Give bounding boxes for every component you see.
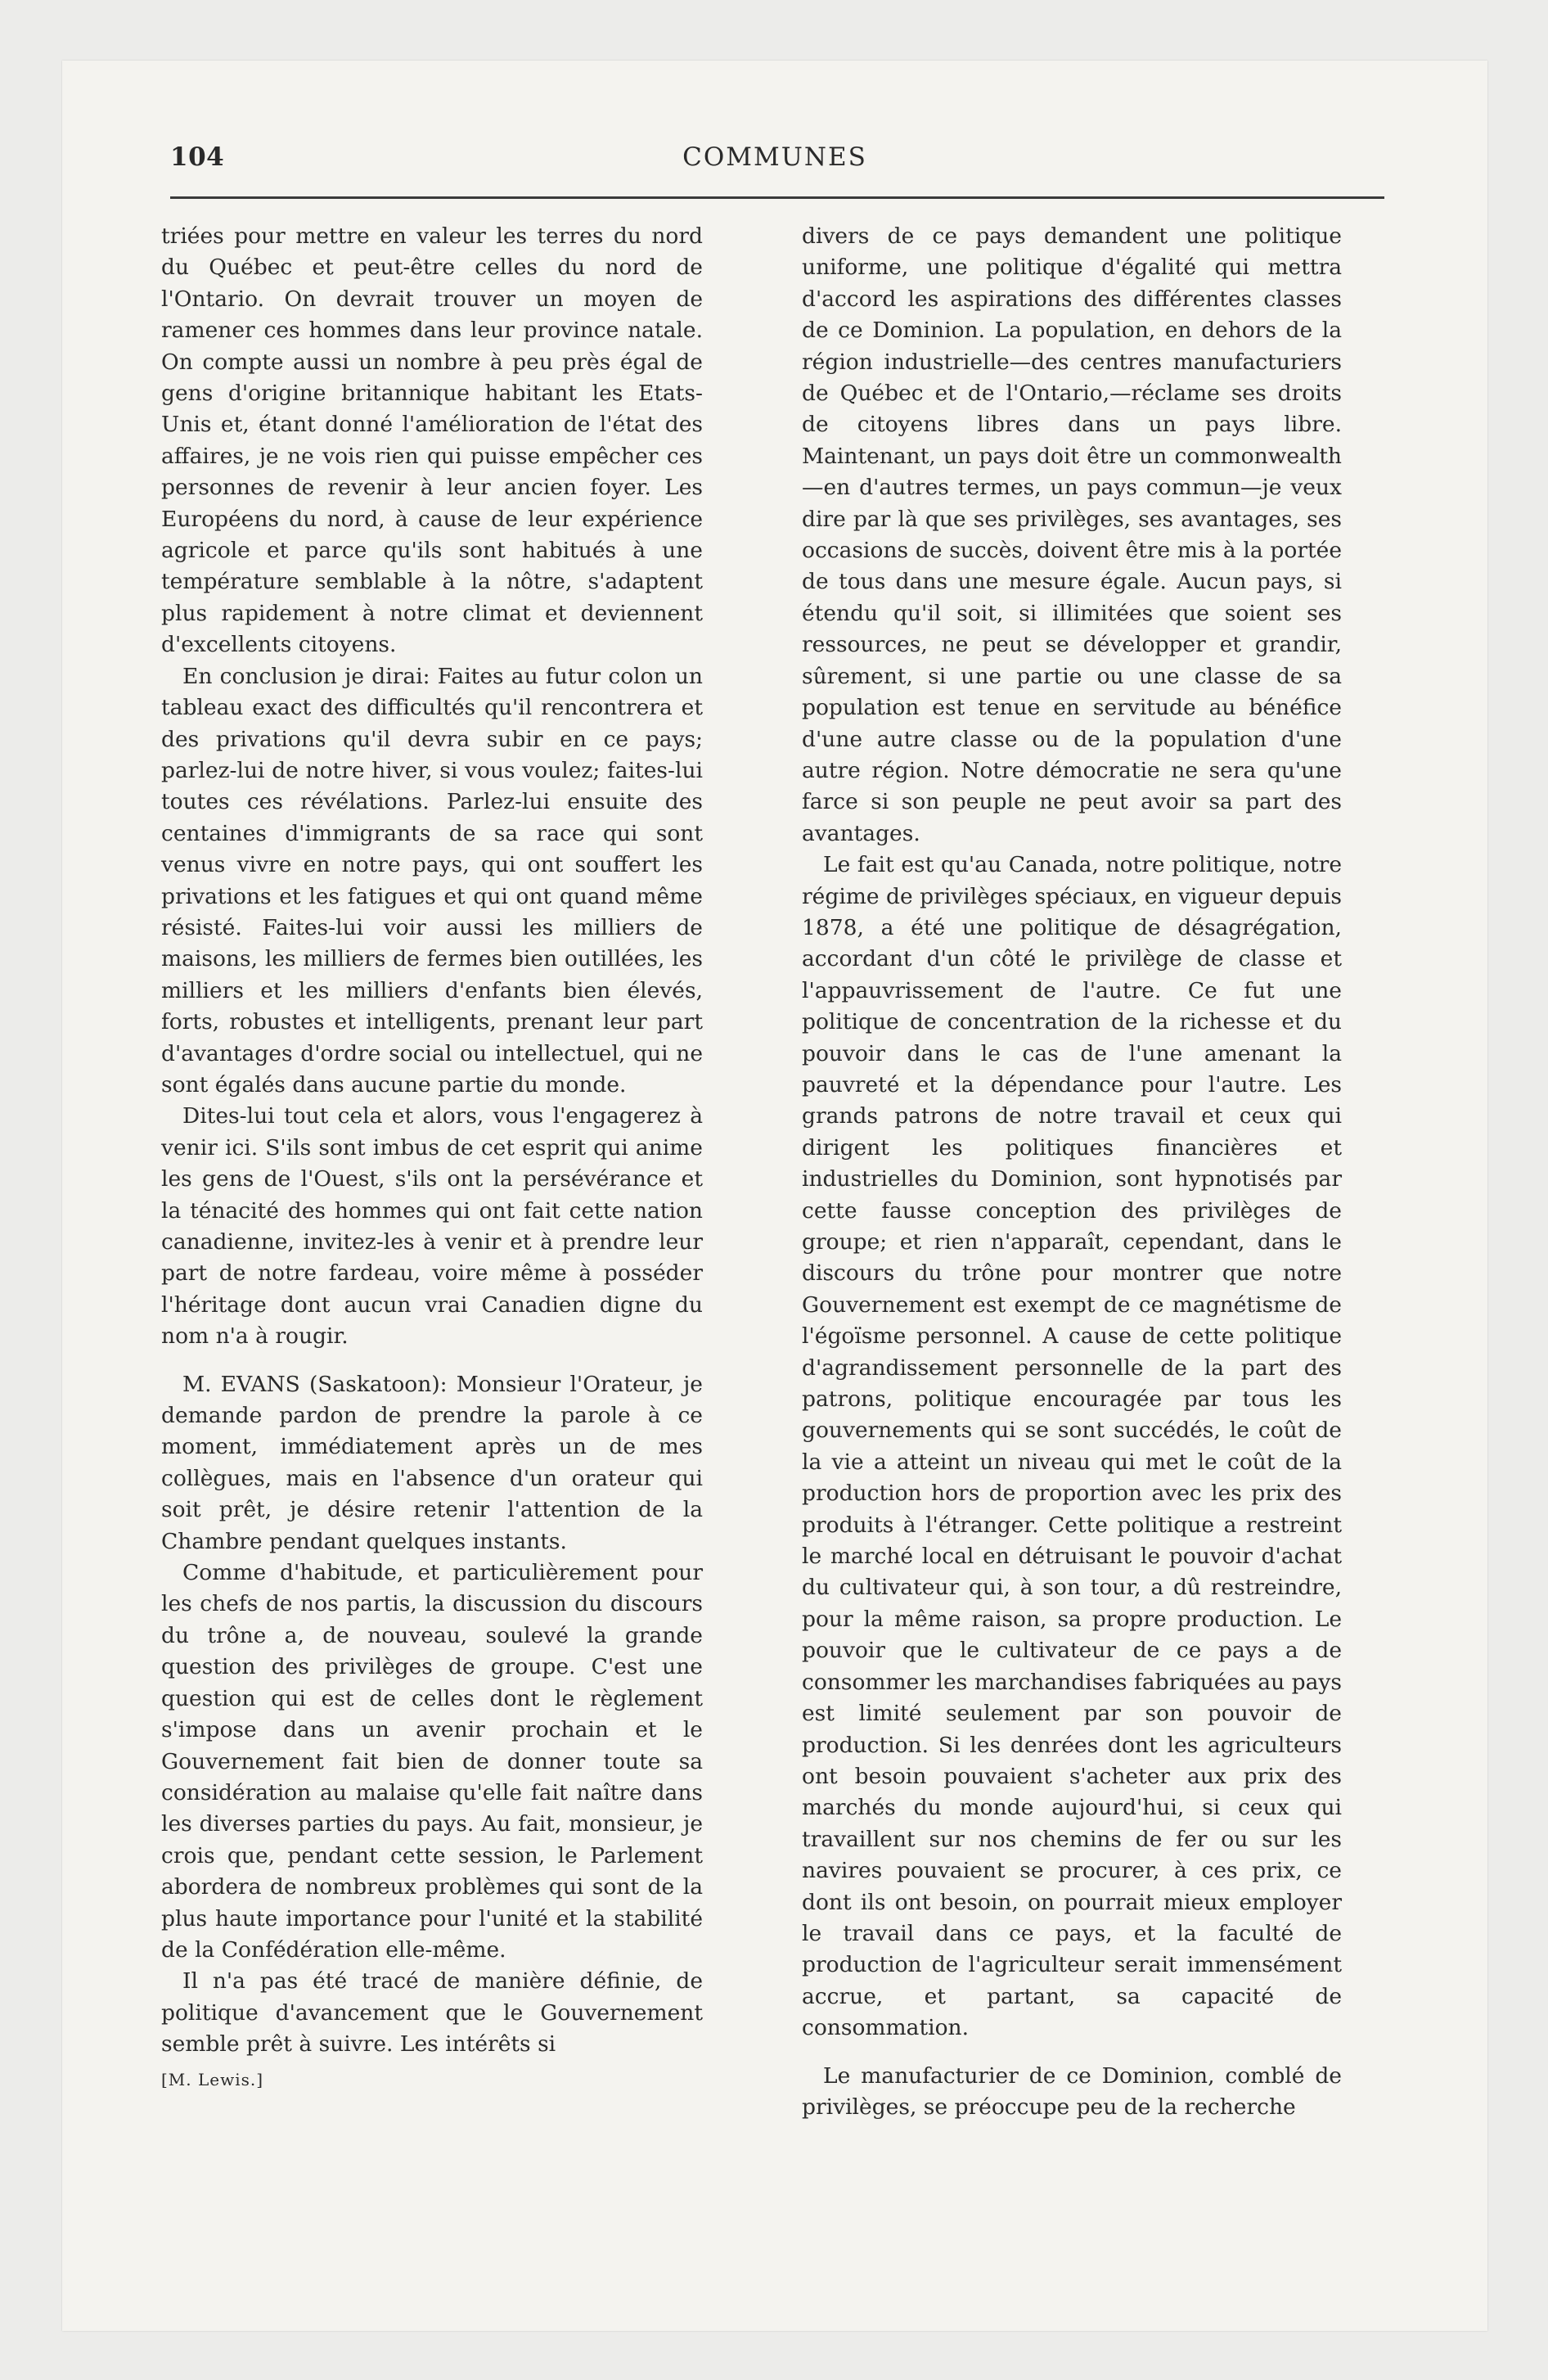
speaker-paragraph: M. EVANS (Saskatoon): Monsieur l'Orateur, je demande pardon de prendre la parole à ce moment, immédiatement après un de mes collègues, mais en l'absence d'un orateur qui soit prêt, je désire retenir l'attention de la Chambre pendant quelques instants. — [161, 1371, 703, 1554]
paragraph: Il n'a pas été tracé de manière définie, de politique d'avancement que le Gouvernement semble prêt à suivre. Les intérêts si — [161, 1968, 703, 2058]
paragraph: Le fait est qu'au Canada, notre politique, notre régime de privilèges spéciaux, en vigueur depuis 1878, a été une politique de désagrégation, accordant d'un côté le privilège de classe et l'appauvrissement de l'autre. Ce fut une politique de concentration de la richesse et du pouvoir dans le cas de l'une amenant la pauvreté et la dépendance pour l'autre. Les grands patrons de notre travail et ceux qui dirigent les politiques financières et industrielles du Dominion, sont hypnotisés par cette fausse conception des privilèges de groupe; et rien n'apparaît, cependant, dans le discours du trône pour montrer que notre Gouvernement est exempt de ce magnétisme de l'égoïsme personnel. A cause de cette politique d'agrandissement personnelle de la part des patrons, politique encouragée par tous les gouvernements qui se sont succédés, le coût de la vie a atteint un niveau qui met le coût de la production hors de proportion avec les prix des produits à l'étranger. Cette politique a restreint le marché local en détruisant le pouvoir d'achat du cultivateur qui, à son tour, a dû restreindre, pour la même raison, sa propre production. Le pouvoir que le cultivateur de ce pays a de consommer les marchandises fabriquées au pays est limité seulement par son pouvoir de production. Si les denrées dont les agriculteurs ont besoin pouvaient s'acheter aux prix des marchés du monde aujourd'hui, si ceux qui travaillent sur nos chemins de fer ou sur les navires pouvaient se procurer, à ces prix, ce dont ils ont besoin, on pourrait mieux employer le travail dans ce pays, et la faculté de production de l'agriculteur serait immensément accrue, et partant, sa capacité de consommation. — [802, 852, 1342, 2041]
running-title: COMMUNES — [682, 142, 867, 172]
paragraph: En conclusion je dirai: Faites au futur colon un tableau exact des difficultés qu'il rencontrera et des privations qu'il devra subir en ce pays; parlez-lui de notre hiver, si vous voulez; faites-lui toutes ces révélations. Parlez-lui ensuite des centaines d'immigrants de sa race qui sont venus vivre en notre pays, qui ont souffert les privations et les fatigues et qui ont quand même résisté. Faites-lui voir aussi les milliers de maisons, les milliers de fermes bien outillées, les milliers et les milliers d'enfants bien élevés, forts, robustes et intelligents, prenant leur part d'avantages d'ordre social ou intellectuel, qui ne sont égalés dans aucune partie du monde. — [161, 663, 703, 1098]
document-page — [62, 61, 1487, 2331]
right-column — [802, 221, 1342, 2123]
paragraph: Dites-lui tout cela et alors, vous l'engagerez à venir ici. S'ils sont imbus de cet esprit qui anime les gens de l'Ouest, s'ils ont la persévérance et la ténacité des hommes qui ont fait cette nation canadienne, invitez-les à venir et à prendre leur part de notre fardeau, voire même à posséder l'héritage dont aucun vrai Canadien digne du nom n'a à rougir. — [161, 1103, 703, 1350]
page-number: 104 — [170, 142, 225, 172]
header-rule — [170, 196, 1384, 199]
left-column — [161, 221, 703, 2090]
paragraph: Le manufacturier de ce Dominion, comblé de privilèges, se préoccupe peu de la recherche — [802, 2062, 1342, 2120]
paragraph: divers de ce pays demandent une politique uniforme, une politique d'égalité qui mettra d'accord les aspirations des différentes classes de ce Dominion. La population, en dehors de la région industrielle—des centres manufacturiers de Québec et de l'Ontario,—réclame ses droits de citoyens libres dans un pays libre. Maintenant, un pays doit être un commonwealth—en d'autres termes, un pays commun—je veux dire par là que ses privilèges, ses avantages, ses occasions de succès, doivent être mis à la portée de tous dans une mesure égale. Aucun pays, si étendu qu'il soit, si illimitées que soient ses ressources, ne peut se développer et grandir, sûrement, si une partie ou une classe de sa population est tenue en servitude au bénéfice d'une autre classe ou de la population d'une autre région. Notre démocratie ne sera qu'une farce si son peuple ne peut avoir sa part des avantages. — [802, 223, 1342, 846]
paragraph: triées pour mettre en valeur les terres du nord du Québec et peut-être celles du nord de l'Ontario. On devrait trouver un moyen de ramener ces hommes dans leur province natale. On compte aussi un nombre à peu près égal de gens d'origine britannique habitant les Etats-Unis et, étant donné l'amélioration de l'état des affaires, je ne vois rien qui puisse empêcher ces personnes de revenir à leur ancien foyer. Les Européens du nord, à cause de leur expérience agricole et parce qu'ils sont habitués à une température semblable à la nôtre, s'adaptent plus rapidement à notre climat et deviennent d'excellents citoyens. — [161, 223, 703, 658]
speaker-attribution: [M. Lewis.] — [161, 2069, 264, 2089]
paragraph: Comme d'habitude, et particulièrement pour les chefs de nos partis, la discussion du discours du trône a, de nouveau, soulevé la grande question des privilèges de groupe. C'est une question qui est de celles dont le règlement s'impose dans un avenir prochain et le Gouvernement fait bien de donner toute sa considération au malaise qu'elle fait naître dans les diverses parties du pays. Au fait, monsieur, je crois que, pendant cette session, le Parlement abordera de nombreux problèmes qui sont de la plus haute importance pour l'unité et la stabilité de la Confédération elle-même. — [161, 1560, 703, 1963]
